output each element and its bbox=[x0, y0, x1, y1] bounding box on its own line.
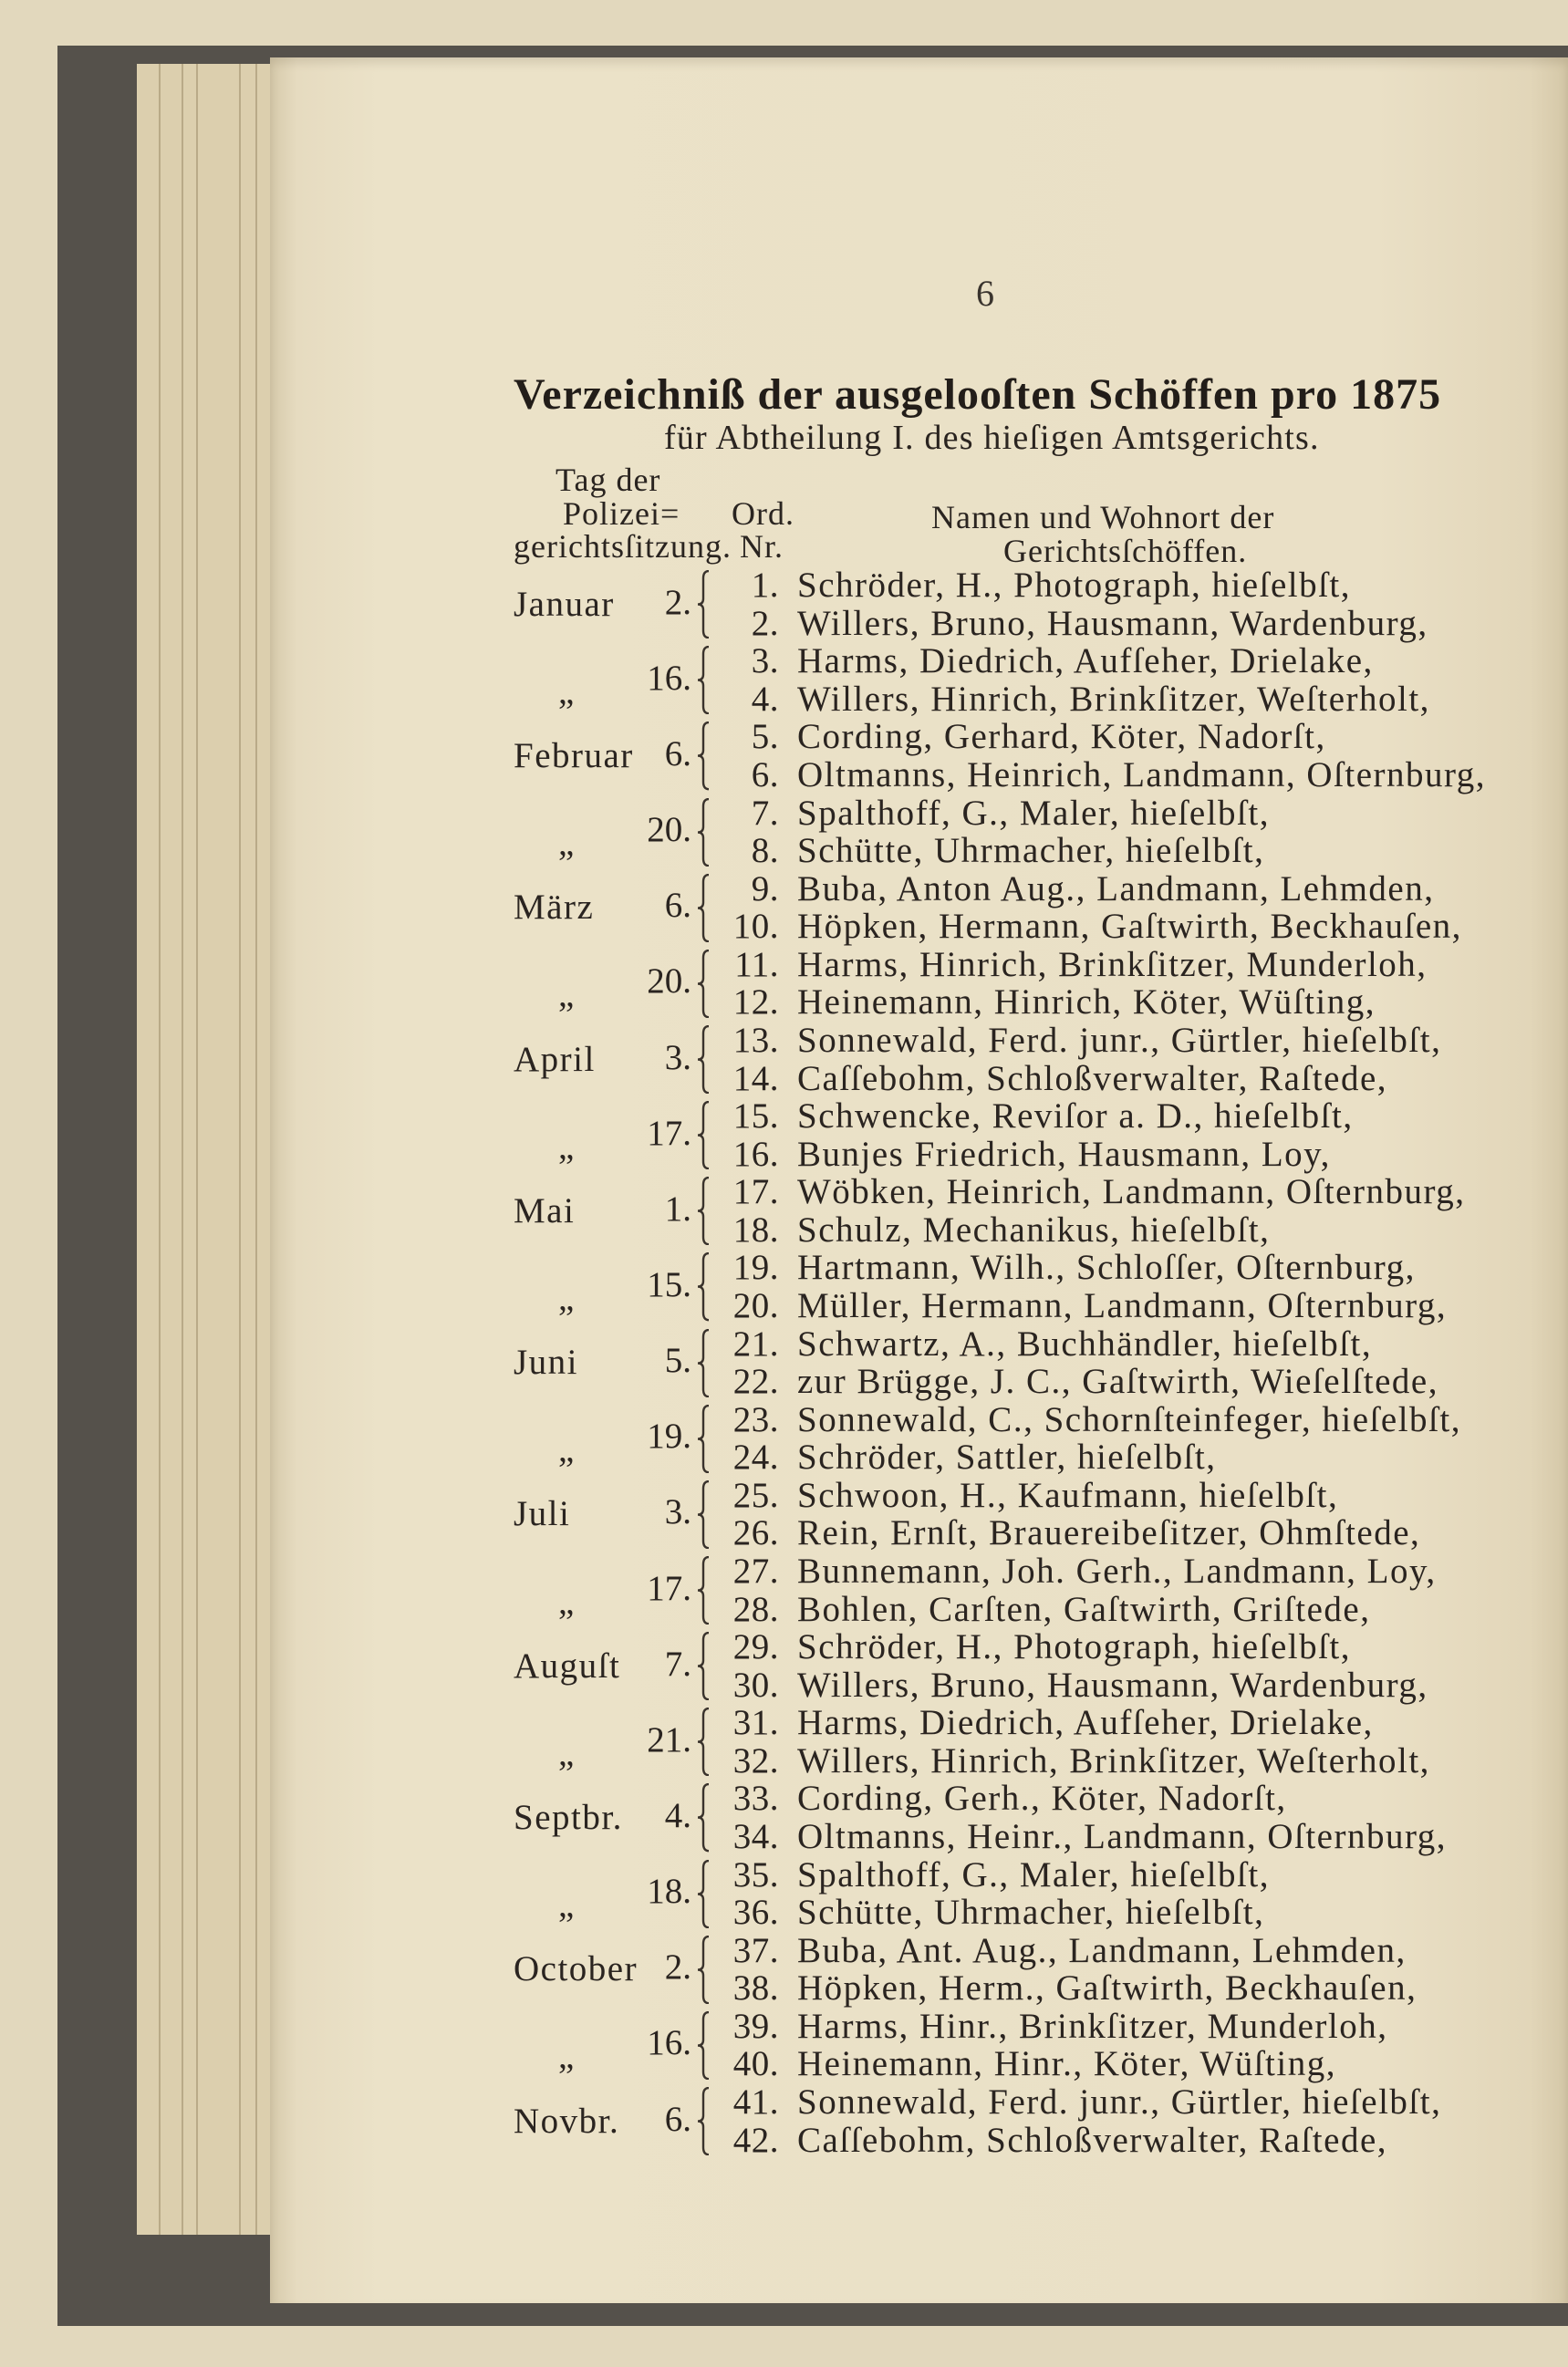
entry-name-residence: Harms, Hinrich, Brinkſitzer, Munderloh, bbox=[797, 944, 1428, 984]
session-day: 21. bbox=[647, 1719, 691, 1760]
session-day: 3. bbox=[664, 1492, 691, 1532]
session-month: Juni bbox=[514, 1343, 579, 1383]
entry-number: 37. bbox=[732, 1930, 779, 1970]
session-day: 17. bbox=[647, 1113, 691, 1153]
brace-icon bbox=[696, 1556, 711, 1625]
session-month: März bbox=[514, 888, 595, 928]
column-header-date-line2: Polizei= bbox=[563, 495, 680, 532]
entry-name-residence: Schwoon, H., Kaufmann, hieſelbſt, bbox=[797, 1475, 1339, 1515]
entry-name-residence: Bunjes Friedrich, Hausmann, Loy, bbox=[797, 1134, 1331, 1174]
entry-name-residence: Buba, Anton Aug., Landmann, Lehmden, bbox=[797, 868, 1435, 908]
entry-number: 42. bbox=[732, 2120, 779, 2160]
entry-number: 30. bbox=[732, 1665, 779, 1705]
session-day: 6. bbox=[664, 2099, 691, 2139]
session-day: 18. bbox=[647, 1872, 691, 1912]
brace-icon bbox=[696, 1860, 711, 1928]
entry-name-residence: Wöbken, Heinrich, Landmann, Oſternburg, bbox=[797, 1172, 1466, 1212]
entry-number: 26. bbox=[732, 1513, 779, 1553]
brace-icon bbox=[696, 1252, 711, 1321]
session-day: 6. bbox=[664, 734, 691, 774]
session-month: Novbr. bbox=[514, 2101, 620, 2141]
entry-number: 11. bbox=[734, 944, 779, 984]
brace-icon bbox=[696, 1101, 711, 1169]
entry-name-residence: Spalthoff, G., Maler, hieſelbſt, bbox=[797, 793, 1270, 833]
entry-number: 9. bbox=[751, 868, 779, 908]
session-day: 4. bbox=[664, 1796, 691, 1835]
entry-name-residence: Sonnewald, Ferd. junr., Gürtler, hieſelbſt, bbox=[797, 2082, 1442, 2122]
entry-number: 25. bbox=[732, 1475, 779, 1515]
entry-name-residence: Bohlen, Carſten, Gaſtwirth, Griſtede, bbox=[797, 1589, 1371, 1629]
brace-icon bbox=[696, 1177, 711, 1245]
column-header-names-line2: Gerichtsſchöffen. bbox=[1003, 533, 1248, 569]
entry-number: 16. bbox=[732, 1134, 779, 1174]
column-header-names-line1: Namen und Wohnort der bbox=[931, 499, 1275, 535]
session-day: 20. bbox=[647, 810, 691, 850]
brace-icon bbox=[696, 722, 711, 790]
page-edge-line bbox=[159, 64, 161, 2235]
entry-name-residence: Caſſebohm, Schloßverwalter, Raſtede, bbox=[797, 2120, 1388, 2160]
entry-number: 23. bbox=[732, 1399, 779, 1439]
session-day: 5. bbox=[664, 1341, 691, 1381]
entry-number: 29. bbox=[732, 1627, 779, 1667]
page-edge-line bbox=[196, 64, 198, 2235]
entry-number: 7. bbox=[751, 793, 779, 833]
session-day: 16. bbox=[647, 658, 691, 698]
entry-number: 13. bbox=[732, 1021, 779, 1061]
session-day: 16. bbox=[647, 2023, 691, 2063]
entry-name-residence: Bunnemann, Joh. Gerh., Landmann, Loy, bbox=[797, 1552, 1437, 1592]
entry-name-residence: Harms, Diedrich, Aufſeher, Drielake, bbox=[797, 1703, 1374, 1743]
entry-name-residence: Caſſebohm, Schloßverwalter, Raſtede, bbox=[797, 1058, 1388, 1098]
ditto-mark: „ bbox=[558, 1126, 576, 1167]
entry-number: 10. bbox=[732, 907, 779, 947]
entry-name-residence: zur Brügge, J. C., Gaſtwirth, Wieſelſtede, bbox=[797, 1362, 1438, 1402]
brace-icon bbox=[696, 950, 711, 1018]
entry-number: 12. bbox=[732, 982, 779, 1023]
entry-number: 21. bbox=[732, 1324, 779, 1364]
ditto-mark: „ bbox=[558, 1885, 576, 1926]
entry-name-residence: Schröder, H., Photograph, hieſelbſt, bbox=[797, 1627, 1352, 1667]
entry-name-residence: Rein, Ernſt, Brauereibeſitzer, Ohmſtede, bbox=[797, 1513, 1421, 1553]
entry-name-residence: Höpken, Herm., Gaſtwirth, Beckhauſen, bbox=[797, 1968, 1417, 2009]
ditto-mark: „ bbox=[558, 1279, 576, 1319]
entry-name-residence: Sonnewald, Ferd. junr., Gürtler, hieſelbſt, bbox=[797, 1021, 1442, 1061]
ditto-mark: „ bbox=[558, 824, 576, 864]
entry-number: 24. bbox=[732, 1438, 779, 1478]
brace-icon bbox=[696, 570, 711, 638]
entry-name-residence: Höpken, Hermann, Gaſtwirth, Beckhauſen, bbox=[797, 907, 1462, 947]
brace-icon bbox=[696, 1480, 711, 1549]
entry-name-residence: Schulz, Mechanikus, hieſelbſt, bbox=[797, 1209, 1271, 1250]
session-month: Mai bbox=[514, 1190, 576, 1230]
brace-icon bbox=[696, 1329, 711, 1397]
ditto-mark: „ bbox=[558, 1733, 576, 1773]
entry-number: 2. bbox=[751, 603, 779, 643]
brace-icon bbox=[696, 1783, 711, 1852]
entry-number: 22. bbox=[732, 1362, 779, 1402]
entry-name-residence: Oltmanns, Heinr., Landmann, Oſternburg, bbox=[797, 1817, 1447, 1856]
entry-name-residence: Willers, Hinrich, Brinkſitzer, Weſterholt, bbox=[797, 1740, 1430, 1780]
session-month: Juli bbox=[514, 1494, 571, 1534]
session-day: 7. bbox=[664, 1644, 691, 1684]
entry-name-residence: Schwartz, A., Buchhändler, hieſelbſt, bbox=[797, 1324, 1373, 1364]
ditto-mark: „ bbox=[558, 671, 576, 711]
session-month: October bbox=[514, 1949, 639, 1989]
entry-number: 33. bbox=[732, 1779, 779, 1819]
entry-number: 28. bbox=[732, 1589, 779, 1629]
column-header-nr-line2: Nr. bbox=[740, 528, 784, 565]
entry-name-residence: Schröder, Sattler, hieſelbſt, bbox=[797, 1438, 1217, 1478]
page-edge-line bbox=[182, 64, 183, 2235]
session-day: 1. bbox=[664, 1189, 691, 1229]
entry-name-residence: Schütte, Uhrmacher, hieſelbſt, bbox=[797, 1893, 1265, 1933]
ditto-mark: „ bbox=[558, 1582, 576, 1622]
brace-icon bbox=[696, 1936, 711, 2004]
session-month: April bbox=[514, 1039, 596, 1079]
entry-name-residence: Harms, Hinr., Brinkſitzer, Munderloh, bbox=[797, 2006, 1388, 2046]
entry-name-residence: Schröder, H., Photograph, hieſelbſt, bbox=[797, 566, 1352, 606]
entry-name-residence: Buba, Ant. Aug., Landmann, Lehmden, bbox=[797, 1930, 1407, 1970]
brace-icon bbox=[696, 1632, 711, 1700]
entry-number: 20. bbox=[732, 1286, 779, 1326]
entry-number: 36. bbox=[732, 1893, 779, 1933]
session-month: Februar bbox=[514, 736, 634, 776]
session-day: 20. bbox=[647, 961, 691, 1002]
entry-name-residence: Hartmann, Wilh., Schloſſer, Oſternburg, bbox=[797, 1248, 1416, 1288]
entry-name-residence: Willers, Bruno, Hausmann, Wardenburg, bbox=[797, 603, 1428, 643]
entry-number: 1. bbox=[751, 566, 779, 606]
entry-number: 14. bbox=[732, 1058, 779, 1098]
entry-number: 6. bbox=[751, 755, 779, 795]
page-edge-line bbox=[255, 64, 257, 2235]
ditto-mark: „ bbox=[558, 2037, 576, 2077]
session-day: 19. bbox=[647, 1417, 691, 1457]
session-month: Januar bbox=[514, 584, 615, 624]
brace-icon bbox=[696, 646, 711, 714]
entry-number: 41. bbox=[732, 2082, 779, 2122]
brace-icon bbox=[696, 1708, 711, 1776]
brace-icon bbox=[696, 1405, 711, 1473]
register-subtitle: für Abtheilung I. des hieſigen Amtsgerichts. bbox=[664, 419, 1320, 457]
ditto-mark: „ bbox=[558, 975, 576, 1015]
entry-number: 32. bbox=[732, 1740, 779, 1780]
entry-number: 3. bbox=[751, 641, 779, 681]
entry-number: 31. bbox=[732, 1703, 779, 1743]
entry-name-residence: Spalthoff, G., Maler, hieſelbſt, bbox=[797, 1854, 1270, 1895]
column-header-date-line3: gerichtsſitzung. bbox=[514, 528, 732, 565]
entry-number: 4. bbox=[751, 679, 779, 719]
entry-name-residence: Cording, Gerh., Köter, Nadorſt, bbox=[797, 1779, 1287, 1819]
brace-icon bbox=[696, 798, 711, 867]
session-month: Auguſt bbox=[514, 1645, 621, 1686]
register-title: Verzeichniß der ausgelooſten Schöffen pro 1875 bbox=[514, 370, 1442, 419]
entry-number: 19. bbox=[732, 1248, 779, 1288]
entry-number: 27. bbox=[732, 1552, 779, 1592]
entry-number: 17. bbox=[732, 1172, 779, 1212]
brace-icon bbox=[696, 2087, 711, 2155]
column-header-date-line1: Tag der bbox=[556, 462, 661, 498]
entry-number: 39. bbox=[732, 2006, 779, 2046]
entry-name-residence: Heinemann, Hinrich, Köter, Wüſting, bbox=[797, 982, 1376, 1023]
brace-icon bbox=[696, 874, 711, 942]
entry-name-residence: Oltmanns, Heinrich, Landmann, Oſternburg, bbox=[797, 755, 1487, 795]
brace-icon bbox=[696, 1025, 711, 1094]
page-number: 6 bbox=[976, 273, 994, 314]
entry-number: 35. bbox=[732, 1854, 779, 1895]
entry-number: 40. bbox=[732, 2044, 779, 2084]
entry-name-residence: Heinemann, Hinr., Köter, Wüſting, bbox=[797, 2044, 1336, 2084]
ditto-mark: „ bbox=[558, 1430, 576, 1470]
session-day: 2. bbox=[664, 582, 691, 622]
entry-name-residence: Willers, Bruno, Hausmann, Wardenburg, bbox=[797, 1665, 1428, 1705]
entry-number: 34. bbox=[732, 1817, 779, 1856]
entry-number: 15. bbox=[732, 1096, 779, 1137]
entry-number: 38. bbox=[732, 1968, 779, 2009]
entry-name-residence: Cording, Gerhard, Köter, Nadorſt, bbox=[797, 717, 1326, 757]
session-day: 17. bbox=[647, 1568, 691, 1608]
session-day: 2. bbox=[664, 1947, 691, 1988]
entry-number: 18. bbox=[732, 1209, 779, 1250]
entry-name-residence: Harms, Diedrich, Aufſeher, Drielake, bbox=[797, 641, 1374, 681]
session-day: 6. bbox=[664, 886, 691, 926]
page-edge-line bbox=[239, 64, 241, 2235]
entry-name-residence: Müller, Hermann, Landmann, Oſternburg, bbox=[797, 1286, 1448, 1326]
session-day: 15. bbox=[647, 1265, 691, 1305]
entry-number: 5. bbox=[751, 717, 779, 757]
entry-name-residence: Schwencke, Reviſor a. D., hieſelbſt, bbox=[797, 1096, 1354, 1137]
entry-name-residence: Sonnewald, C., Schornſteinfeger, hieſelbſt, bbox=[797, 1399, 1461, 1439]
column-header-nr-line1: Ord. bbox=[732, 495, 794, 532]
brace-icon bbox=[696, 2011, 711, 2080]
entry-name-residence: Willers, Hinrich, Brinkſitzer, Weſterholt, bbox=[797, 679, 1430, 719]
session-month: Septbr. bbox=[514, 1798, 623, 1837]
session-day: 3. bbox=[664, 1037, 691, 1077]
entry-name-residence: Schütte, Uhrmacher, hieſelbſt, bbox=[797, 831, 1265, 871]
entry-number: 8. bbox=[751, 831, 779, 871]
